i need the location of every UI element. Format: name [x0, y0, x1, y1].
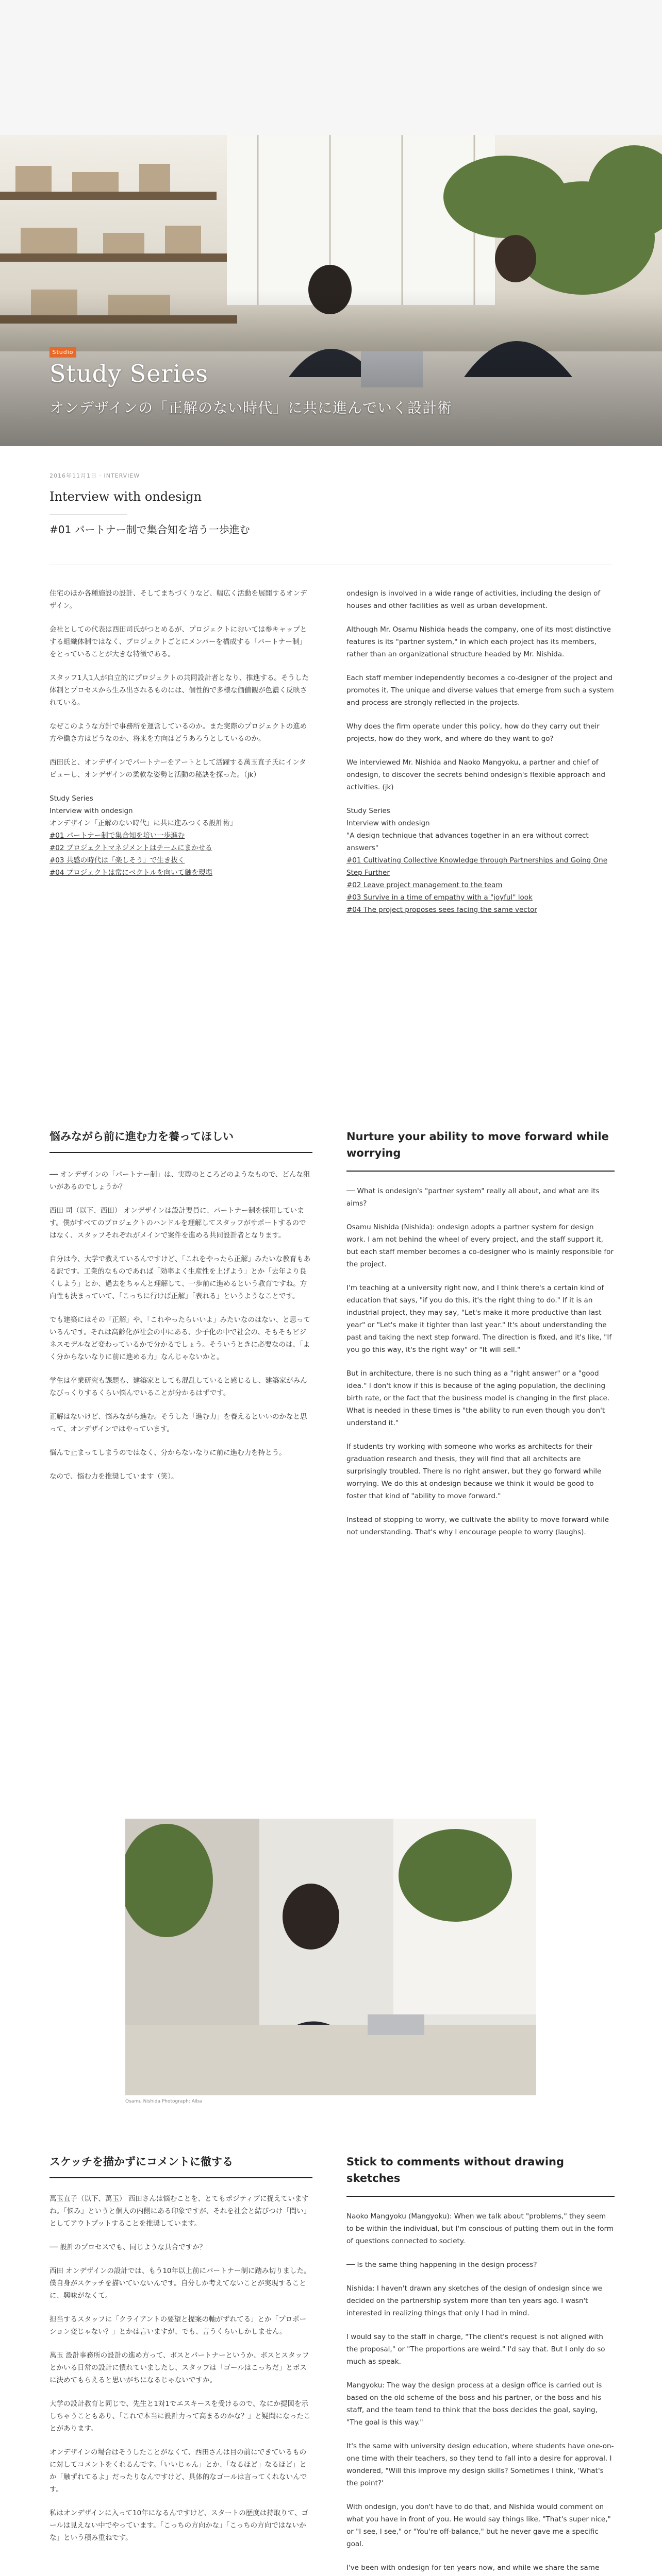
section2-jp [49, 2193, 312, 2555]
intro-jp-p1: 住宅のほか各種施設の設計、そしてまちづくりなど、幅広く活動を展開するオンデザイン。 [49, 589, 307, 610]
s1-en-p5: If students try working with someone who works as architects for their graduation research and thesis, they will find that all architects are surprisingly troubled. There is no right answer, but they go forward while worrying. We do this at ondesign because we think it would be good to foster that kind of "ability to move forward." [346, 1443, 602, 1500]
section1-heading-jp: 悩みながら前に進む力を養ってほしい [49, 1130, 234, 1143]
series-link-jp-1[interactable]: #01 パートナー制で集合知を培い一歩進む [49, 832, 185, 840]
intro-en-p1: ondesign is involved in a wide range of activities, including the design of houses and other facilities as well as urban development. [346, 589, 601, 610]
series-label-jp: Study Series [49, 794, 93, 803]
s2-jp-p5: 萬玉 設計事務所の設計の進め方って、ボスとパートナーというか、ボスとスタッフとかいる日常の設計に慣れていましたし、スタッフは「ゴールはこっちだ」とボスに決めてもらえると思いがちになるじゃないですか。 [49, 2351, 309, 2384]
intro-jp [49, 587, 312, 879]
article-title-en: Interview with ondesign [49, 489, 202, 504]
s1-en-p1: ── What is ondesign's "partner system" really all about, and what are its aims? [346, 1187, 600, 1208]
s2-en-p5: Mangyoku: The way the design process at a design office is carried out is based on the old scheme of the boss and his partner, or the boss and his staff, and the team tend to think that the boss decides the goal, saying, "The goal is this way." [346, 2381, 602, 2427]
s2-jp-p1: 萬玉直子（以下、萬玉） 西田さんは悩むことを、とてもポジティブに捉えていますね。「悩み」というと個人の内側にある印象ですが、それを社会と結びつけ「問い」としてアウトプットすることを推奨しています。 [49, 2195, 311, 2228]
section2-rule-jp [49, 2177, 312, 2178]
intro-en-p2: Although Mr. Osamu Nishida heads the company, one of its most distinctive features is its "partner system," in which each project has its members, rather than an organizational structure headed by Mr. Nishida. [346, 625, 611, 658]
intro-jp-p5: 西田氏と、オンデザインでパートナーをアートとして活躍する萬玉直子氏にインタビューし、オンデザインの柔軟な姿勢と活動の秘訣を探った。（jk） [49, 758, 306, 779]
intro-jp-p4: なぜこのような方針で事務所を運営しているのか。また実際のプロジェクトの進め方や働き方はどうなのか、将来を方向はどうあろうとしているのか。 [49, 722, 307, 743]
series-label-en: Study Series [346, 807, 390, 815]
s2-en-p4: I would say to the staff in charge, "The client's request is not aligned with the proposal," or "The proportions are weird." I'd say that. But I only do so much as speak. [346, 2333, 605, 2366]
s1-jp-p2: 西田 司（以下、西田） オンデザインは設計要員に、パートナー制を採用しています。僕がすべてのプロジェクトのハンドルを理解してスタッフがサポートするのではなく、スタッフそれぞれがメインで案件を進める共同設計者となります。 [49, 1207, 306, 1240]
top-band [0, 0, 662, 135]
s1-jp-p6: 正解はないけど、悩みながら進む。そうした「進む力」を養えるといいのかなと思って、オンデザインではやっています。 [49, 1413, 307, 1433]
section2-heading-jp: スケッチを描かずにコメントに徹する [49, 2156, 233, 2168]
section1-en [346, 1185, 615, 1550]
series-link-en-4[interactable]: #04 The project proposes sees facing the same vector [346, 906, 537, 914]
photo1-caption: Osamu Nishida Photograph: Aiba [125, 2099, 202, 2104]
article-meta: 2016年11月1日 · INTERVIEW [49, 472, 140, 479]
title-divider [49, 514, 127, 515]
section1-jp [49, 1168, 312, 1494]
portrait-photo-nishida [125, 1819, 536, 2095]
s1-jp-p8: なので、悩む力を推奨しています（笑）。 [49, 1472, 178, 1481]
s2-en-p1: Naoko Mangyoku (Mangyoku): When we talk about "problems," they seem to be within the individual, but I'm conscious of putting them out in the form of questions connected to society. [346, 2212, 614, 2245]
series-link-en-1[interactable]: #01 Cultivating Collective Knowledge through Partnerships and Going One Step Further [346, 856, 608, 877]
s2-jp-p6: 大学の設計教育と同じで、先生と1対1でエスキースを受けるので、なにか提図を示しちゃうこともあり、「これで本当に設計力って高まるのかな？」と疑問になったことがあります。 [49, 2400, 311, 2433]
series-note-jp: オンデザイン「正解のない時代」に共に進みつくる設計術」 [49, 819, 237, 827]
section1-rule-jp [49, 1152, 312, 1153]
portrait-photo-nishida-image [125, 1819, 536, 2095]
series-link-jp-2[interactable]: #02 プロジェクトマネジメントはチームにまかせる [49, 844, 212, 852]
s1-en-p2: Osamu Nishida (Nishida): ondesign adopts a partner system for design work. I am not behind the wheel of every project, and the staff support it, but each staff member becomes a co-designer who is mainly responsible for the project. [346, 1223, 614, 1268]
s1-jp-p1: ── オンデザインの「パートナー制」は、実際のところどのようなもので、どんな狙いがあるのでしょうか？ [49, 1171, 310, 1191]
s2-jp-p3: 西田 オンデザインの設計では、もう10年以上前にパートナー制に踏み切りました。僕自身がスケッチを描いていないんです。自分しか考えてないことが実現することに、興味がなくて。 [49, 2267, 311, 2300]
intro-en-p3: Each staff member independently becomes a co-designer of the project and promotes it. The unique and diverse values that emerge from such a system and process are strongly reflected in the projects. [346, 674, 614, 707]
s1-jp-p3: 自分は今、大学で教えているんですけど、「これをやったら正解」みたいな教育もある訳です。工業的なものであれば「効率よく生産性を上げよう」とか「去年より良くしよう」とか、過去をちゃんと理解して、一歩前に進めるという教育ですね。方向性も決まっていて、「こっちに行けば正解」「表れる」というようなことです。 [49, 1255, 311, 1300]
intro-en-p4: Why does the firm operate under this policy, how do they carry out their projects, how do they work, and where do they want to go? [346, 722, 600, 743]
intro-en-p5: We interviewed Mr. Nishida and Naoko Mangyoku, a partner and chief of ondesign, to discover the secrets behind ondesign's flexible approach and activities. (jk) [346, 758, 605, 791]
hero-title: Study Series [49, 360, 208, 387]
s1-en-p6: Instead of stopping to worry, we cultivate the ability to move forward while not understanding. That's why I encourage people to worry (laughs). [346, 1516, 609, 1536]
s2-en-p8: I've been with ondesign for ten years now, and while we share the same [346, 2564, 600, 2572]
section2-en [346, 2210, 615, 2576]
section1-heading-en: Nurture your ability to move forward while worrying [346, 1130, 609, 1159]
series-title-en: Interview with ondesign [346, 819, 430, 827]
section1-rule-en [346, 1171, 615, 1172]
s1-jp-p4: でも建築にはその「正解」や、「これやったらいいよ」みたいなのはない、と思っているんです。それは高齢化が社会の中にある、少子化の中で社会の、そもそもビジネスモデルなど変わっているかで分かるでしょう。そういうときに必要なのは、「よく分からないなりに前に進める力」なんじゃないかと。 [49, 1316, 310, 1361]
s1-jp-p5: 学生は卒業研究も課題も、建築家としても混乱していると感じるし、建築家がみんなびっくりするくらい悩んでいることが分かるはずです。 [49, 1377, 307, 1397]
series-link-jp-3[interactable]: #03 共感の時代は「楽しそう」で生き抜く [49, 856, 185, 865]
s2-en-p6: It's the same with university design education, where students have one-on-one time with their teachers, so they tend to fall into a desire for approval. I wondered, "Will this improve my design skills? Sometimes I think, 'What's the point?' [346, 2442, 614, 2487]
hero-subtitle: オンデザインの「正解のない時代」に共に進んでいく設計術 [49, 399, 453, 416]
s1-jp-p7: 悩んで止まってしまうのではなく、分からないなりに前に進む力を持とう。 [49, 1449, 286, 1457]
intro-en [346, 587, 615, 916]
s2-en-p7: With ondesign, you don't have to do that, and Nishida would comment on what you have in front of you. He would say things like, "That's super nice," or "I see, I see," or "You're off-balance," but he never gave me a specific goal. [346, 2503, 611, 2548]
series-link-jp-4[interactable]: #04 プロジェクトは常にベクトルを向いて触を現場 [49, 869, 213, 877]
article-title-jp: #01 パートナー制で集合知を培う一歩進む [49, 523, 250, 536]
intro-jp-p3: スタッフ1人1人が自立的にプロジェクトの共同設計者となり、推進する。そうした体制とプロセスから生み出されるものには、個性的で多様な価値観が色濃く反映されている。 [49, 674, 309, 707]
s2-jp-p7: オンデザインの場合はそうしたことがなくて、西田さんは目の前にできているものに対してコメントをくれるんです。「いいじゃん」とか、「なるほど」なるほど」とか「触ずれてるよ」だったりなんですけど、具体的なゴールは言ってくれないんです。 [49, 2448, 307, 2494]
s2-en-p3: Nishida: I haven't drawn any sketches of the design of ondesign since we decided on the partnership system more than ten years ago. I wasn't interested in realizing things that only I had in mind. [346, 2284, 602, 2317]
s1-en-p4: But in architecture, there is no such thing as a "right answer" or a "good idea." I don't know if this is because of the aging population, the declining birth rate, or the fact that the business model is changing in the first place. What is needed in these times is "the ability to run even though you don't understand it." [346, 1369, 610, 1427]
s1-en-p3: I'm teaching at a university right now, and I think there's a certain kind of education that says, "if you do this, it's the right thing to do." If it is an industrial project, they may say, "Let's make it more productive than last year" or "Let's make it tighter than last year." It's about understanding the past and taking the next step forward. The direction is fixed, and it's like, "If you go this way, it's the right way" or "It will sell." [346, 1284, 612, 1354]
s2-en-p2: ── Is the same thing happening in the design process? [346, 2261, 537, 2269]
series-link-en-2[interactable]: #02 Leave project management to the team [346, 881, 503, 889]
s2-jp-p8: 私はオンデザインに入って10年になるんですけど、スタートの歴度は持取りて、ゴールは見えない中でやっています。「こっちの方向かな」「こっちの方向ではないかな」という積み重ねです。 [49, 2509, 308, 2542]
hero-tag: Studio [49, 347, 76, 358]
series-title-jp: Interview with ondesign [49, 807, 133, 815]
s2-jp-p4: 担当するスタッフに「クライアントの要望と提案の軸がずれてる」とか「プロポーション変じゃない？」とかは言いますが、でも、言うくらいしかしません。 [49, 2315, 307, 2336]
intro-jp-p2: 会社としての代表は西田司氏がつとめるが、プロジェクトにおいては参キャップとする組織体制ではなく、プロジェクトごとにメンバーを構成する「パートナー制」をとっていることが大きな特徴である。 [49, 625, 307, 658]
section2-rule-en [346, 2196, 615, 2197]
series-link-en-3[interactable]: #03 Survive in a time of empathy with a "joyful" look [346, 893, 533, 902]
section2-heading-en: Stick to comments without drawing sketches [346, 2156, 564, 2184]
series-note-en: "A design technique that advances together in an era without correct answers" [346, 832, 589, 852]
s2-jp-p2: ── 設計のプロセスでも、同じような具合ですか？ [49, 2243, 207, 2251]
